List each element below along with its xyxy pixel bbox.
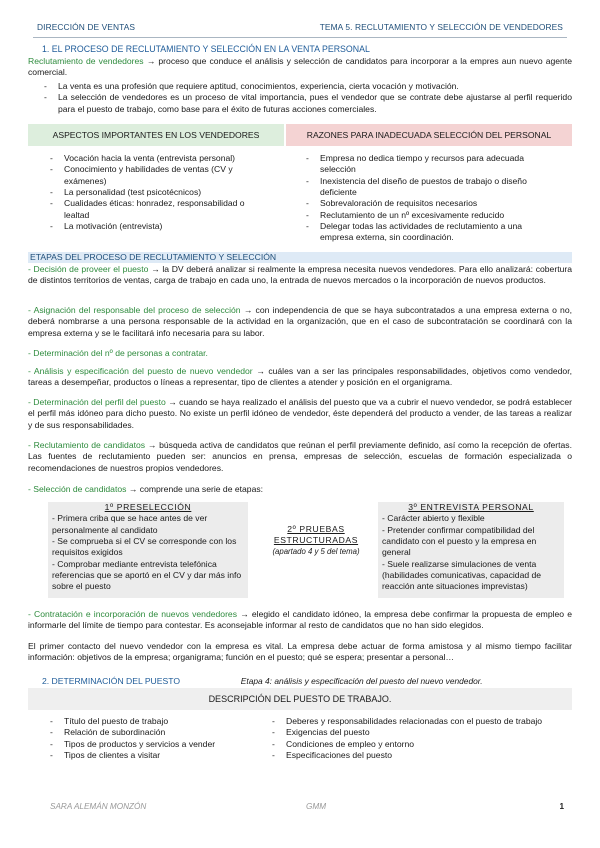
job-description-title: DESCRIPCIÓN DEL PUESTO DE TRABAJO.	[28, 688, 572, 710]
selection-stages	[48, 502, 564, 598]
section1-title: 1. EL PROCESO DE RECLUTAMIENTO Y SELECCIÓN EN LA VENTA PERSONAL	[42, 44, 370, 54]
step-text: → búsqueda activa de candidatos que reúnan el perfil previamente definido, así como la recepción de ofertas. Las fuentes de reclutamiento pueden ser: anuncios en prensa, empresas de selección, escuelas de formación especializada o recomendaciones de nuestros propios vendedores.	[28, 440, 572, 473]
list-item: - Vocación hacia la venta (entrevista personal)	[48, 153, 270, 164]
list-item: - Delegar todas las actividades de reclutamiento a una empresa externa, sin coordinación.	[304, 221, 550, 244]
step-term: - Reclutamiento de candidatos	[28, 440, 146, 450]
job-description-right	[268, 716, 572, 761]
job-description-left	[28, 716, 268, 761]
structured-tests-box	[260, 524, 372, 557]
section1-bullets	[42, 81, 572, 115]
step-text: → comprende una serie de etapas:	[126, 484, 264, 494]
list-item: - La venta es una profesión que requiere aptitud, conocimientos, experiencia, cierta vocación y motivación.	[42, 81, 572, 92]
list-item: - Tipos de clientes a visitar	[48, 750, 268, 761]
aspects-left-list	[28, 153, 284, 244]
step-term: - Contratación e incorporación de nuevos vendedores	[28, 609, 238, 619]
page-header	[33, 22, 567, 38]
interview-title: 3º ENTREVISTA PERSONAL	[408, 502, 534, 512]
first-contact: El primer contacto del nuevo vendedor con la empresa es vital. La empresa debe actuar de forma amistosa y al mismo tiempo facilitar información: objetivos de la empresa; organigrama; función en el puesto; qué se espera; presentar a personal…	[28, 641, 572, 663]
etapas-title: ETAPAS DEL PROCESO DE RECLUTAMIENTO Y SELECCIÓN	[28, 252, 572, 263]
step-responsable	[28, 305, 572, 339]
structured-tests-title: 2º PRUEBAS ESTRUCTURADAS	[273, 524, 359, 546]
list-item: - Tipos de productos y servicios a vender	[48, 739, 268, 750]
list-item: - Se comprueba si el CV se corresponde con los requisitos exigidos	[52, 536, 237, 558]
list-item: - Suele realizarse simulaciones de venta (habilidades comunicativas, capacidad de reacción ante situaciones imprevistas)	[382, 558, 542, 592]
list-item: - Deberes y responsabilidades relacionadas con el puesto de trabajo	[270, 716, 572, 727]
preselection-box	[48, 502, 248, 598]
list-item: - Conocimiento y habilidades de ventas (CV y exámenes)	[48, 164, 270, 187]
list-item: - Relación de subordinación	[48, 727, 268, 738]
intro-term: Reclutamiento de vendedores	[28, 56, 144, 66]
aspects-left-title: ASPECTOS IMPORTANTES EN LOS VENDEDORES	[28, 124, 284, 146]
list-item: - Primera criba que se hace antes de ver personalmente al candidato	[52, 513, 208, 535]
step-term: - Determinación del nº de personas a contratar.	[28, 348, 208, 358]
list-item: - Cualidades éticas: honradez, responsabilidad o lealtad	[48, 198, 270, 221]
step-term: - Decisión de proveer el puesto	[28, 264, 149, 274]
job-description-lists	[28, 716, 572, 761]
intro-text: → proceso que conduce el análisis y selección de candidatos para incorporar a la empres aun nuevo agente comercial.	[28, 56, 573, 78]
section2-title: 2. DETERMINACIÓN DEL PUESTO	[42, 676, 181, 686]
list-item: - Exigencias del puesto	[270, 727, 572, 738]
list-item: - Condiciones de empleo y entorno	[270, 739, 572, 750]
step-text: → cuando se haya realizado el análisis del puesto que va a cubrir el nuevo vendedor, se podrá establecer el perfil más idóneo para dicho puesto. No existe un perfil idóneo de vendedor, éste dependerá del producto a vender, de las tareas a realizar y de sus responsabilidades.	[28, 397, 572, 430]
footer-center: GMM	[306, 802, 327, 811]
list-item: - Sobrevaloración de requisitos necesarios	[304, 198, 550, 209]
section2-note: Etapa 4: análisis y especificación del puesto del nuevo vendedor.	[240, 676, 483, 686]
section2-heading	[42, 676, 572, 687]
step-term: - Análisis y especificación del puesto de nuevo vendedor	[28, 366, 253, 376]
section1-intro	[28, 56, 572, 79]
list-item: - La selección de vendedores es un proceso de vital importancia, pues el vendedor que se contrate debe ajustarse al perfil requerido para el puesto de trabajo, como base para el éxito de futuras acciones comerciales.	[42, 92, 572, 115]
list-item: - Especificaciones del puesto	[270, 750, 572, 761]
list-item: - Reclutamiento de un nº excesivamente reducido	[304, 210, 550, 221]
footer-author: SARA ALEMÁN MONZÓN	[50, 802, 147, 811]
list-item: - Pretender confirmar compatibilidad del candidato con el puesto y la empresa en general	[382, 524, 537, 558]
list-item: - La personalidad (test psicotécnicos)	[48, 187, 270, 198]
step-text: → con independencia de que se haya subcontratados a una empresa externa o no, deberá nombrarse a una persona responsable de la actividad en la organización, que en el caso de subcontratación se coordinará con la empresa externa y se le facilitará info necesaria para su labor.	[28, 305, 573, 338]
step-contratacion	[28, 609, 572, 632]
aspects-right-list	[284, 153, 572, 244]
step-term: - Determinación del perfil del puesto	[28, 397, 166, 407]
step-analisis	[28, 366, 572, 389]
header-subject: DIRECCIÓN DE VENTAS	[37, 22, 136, 32]
step-perfil	[28, 397, 572, 431]
aspects-table	[28, 124, 572, 244]
step-term: - Asignación del responsable del proceso de selección	[28, 305, 241, 315]
header-topic: TEMA 5. RECLUTAMIENTO Y SELECCIÓN DE VENDEDORES	[319, 22, 563, 32]
list-item: - Título del puesto de trabajo	[48, 716, 268, 727]
step-numero	[28, 348, 572, 359]
step-seleccion	[28, 484, 572, 495]
list-item: - La motivación (entrevista)	[48, 221, 270, 232]
page-number: 1	[559, 802, 564, 811]
step-term: - Selección de candidatos	[28, 484, 127, 494]
step-reclutamiento	[28, 440, 572, 474]
list-item: - Comprobar mediante entrevista telefónica referencias que se aportó en el CV y dar más info sobre el puesto	[52, 558, 242, 592]
interview-box	[378, 502, 564, 598]
step-text: → la DV deberá analizar si realmente la empresa necesita nuevos vendedores. Para ello analizará: cobertura de distintos territorios de ventas, carga de trabajo en cada uno, la entrada de nuevos mercados o la incorporación de nuevos productos.	[28, 264, 572, 286]
aspects-right-title: RAZONES PARA INADECUADA SELECCIÓN DEL PERSONAL	[286, 124, 572, 146]
list-item: - Inexistencia del diseño de puestos de trabajo o diseño deficiente	[304, 176, 550, 199]
step-text: → cuáles van a ser las principales responsabilidades, objetivos como vendedor, tareas a desempeñar, productos o líneas a representar, tipo de clientes a atender y posición en el organigrama.	[28, 366, 572, 388]
step-text: → elegido el candidato idóneo, la empresa debe confirmar la propuesta de empleo e informarle del límite de tiempo para contestar. Es aconsejable informar al resto de candidatos que no han sido elegidos.	[28, 609, 572, 631]
list-item: - Empresa no dedica tiempo y recursos para adecuada selección	[304, 153, 550, 176]
list-item: - Carácter abierto y flexible	[382, 513, 485, 524]
preselection-title: 1º PRESELECCIÓN	[104, 502, 192, 512]
step-decision	[28, 264, 572, 287]
structured-tests-note: (apartado 4 y 5 del tema)	[272, 546, 360, 556]
page-footer	[50, 802, 564, 816]
